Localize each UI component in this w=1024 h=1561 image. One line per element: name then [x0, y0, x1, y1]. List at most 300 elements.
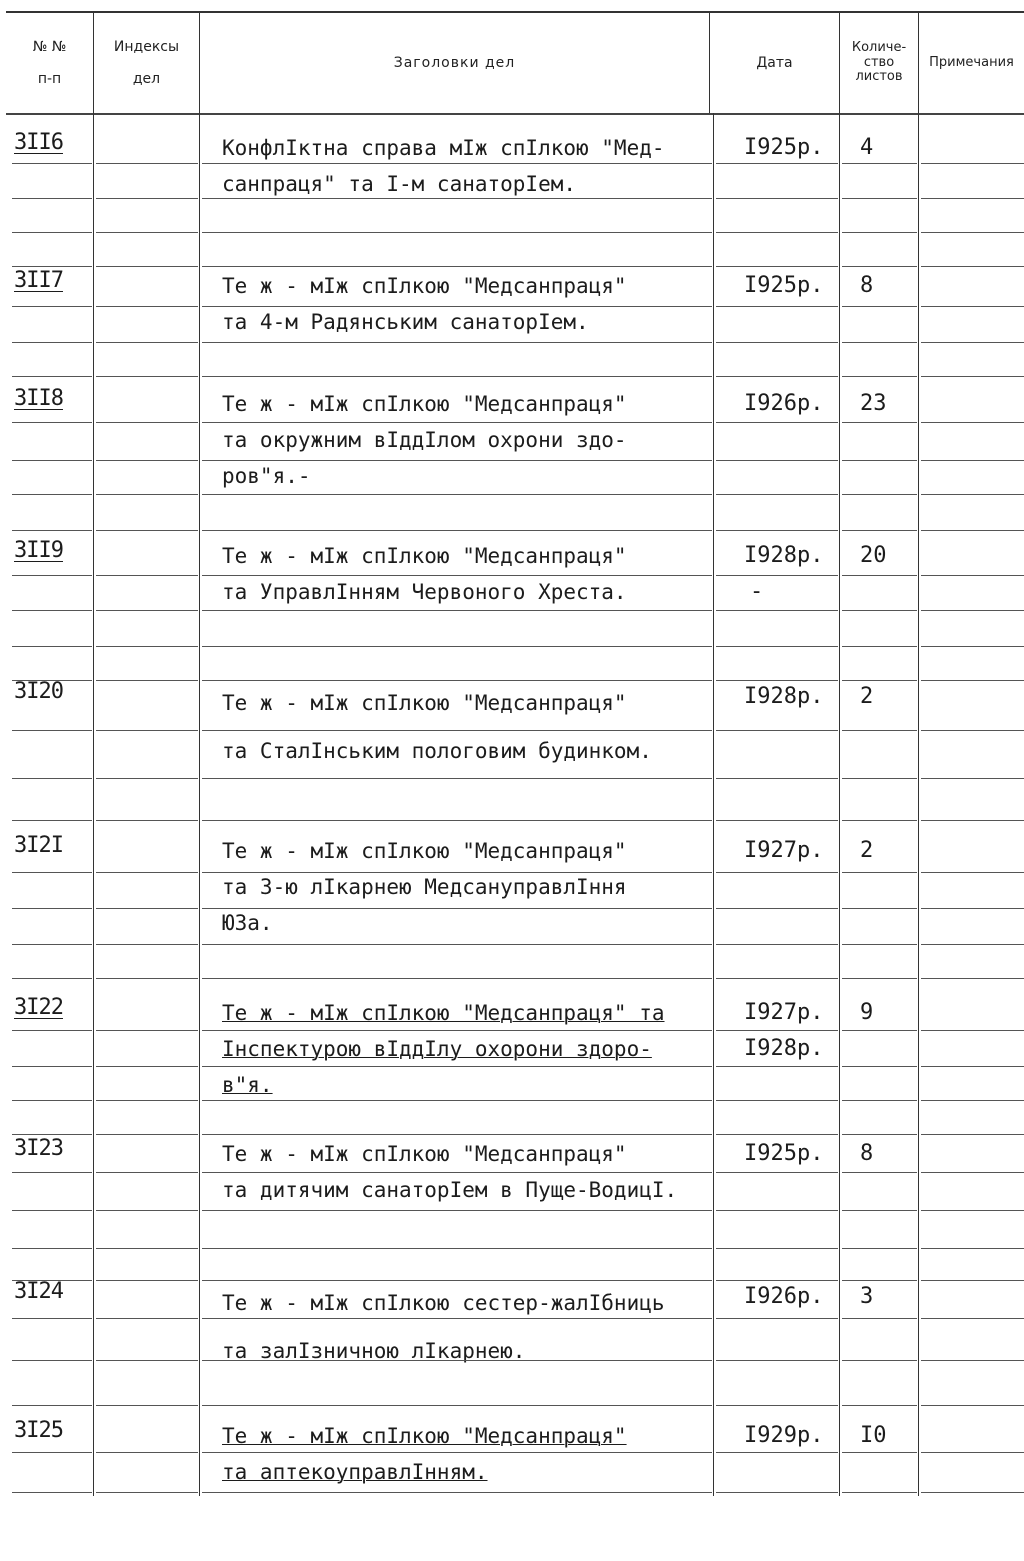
- rule-line: [842, 1248, 917, 1249]
- rule-line: [842, 575, 917, 576]
- header-col-title: [200, 14, 709, 112]
- rule-line: [842, 646, 917, 647]
- case-title-line: та дитячим санаторIем в Пуще-ВодицI.: [222, 1178, 678, 1202]
- rule-line: [12, 1318, 92, 1319]
- case-date-line: I928р.: [744, 1036, 824, 1061]
- case-date: [744, 538, 823, 610]
- rule-line: [842, 820, 917, 821]
- rule-line: [96, 978, 198, 979]
- rule-line: [921, 1210, 1024, 1211]
- rule-line: [921, 1248, 1024, 1249]
- rule-line: [12, 1210, 92, 1211]
- case-date: [744, 268, 823, 304]
- rule-line: [716, 680, 838, 681]
- rule-line: [921, 1134, 1024, 1135]
- header-text: п-п: [37, 71, 62, 87]
- case-sheet-count: 8: [860, 1141, 874, 1166]
- rule-line: [12, 820, 92, 821]
- rule-line: [202, 908, 712, 909]
- rule-line: [842, 944, 917, 945]
- case-title-line: та аптекоуправлIнням.: [222, 1460, 488, 1484]
- rule-line: [842, 198, 917, 199]
- rule-line: [921, 944, 1024, 945]
- rule-line: [716, 422, 838, 423]
- case-date-line: -: [750, 579, 764, 604]
- rule-line: [202, 872, 712, 873]
- case-title: [222, 130, 722, 202]
- rule-line: [716, 1452, 838, 1453]
- rule-line: [202, 1172, 712, 1173]
- case-date-line: I925р.: [744, 135, 824, 160]
- case-title-line: Те ж - мIж спIлкою "Медсанпраця" та: [222, 1001, 665, 1025]
- case-sheet-count: 3: [860, 1284, 874, 1309]
- header-text: Дата: [756, 54, 793, 71]
- rule-line: [12, 1030, 92, 1031]
- rule-line: [842, 1134, 917, 1135]
- rule-line: [716, 460, 838, 461]
- rule-line: [12, 494, 92, 495]
- case-title-line: Те ж - мIж спIлкою "Медсанпраця": [222, 1142, 627, 1166]
- rule-line: [716, 1210, 838, 1211]
- case-title-line: та СталIнським пологовим будинком.: [222, 739, 652, 763]
- rule-line: [921, 1405, 1024, 1406]
- rule-line: [921, 680, 1024, 681]
- rule-line: [202, 1030, 712, 1031]
- case-title-line: та 4-м Радянським санаторIем.: [222, 310, 589, 334]
- case-title-line: Iнспектурою вIддIлу охорони здоро-: [222, 1037, 652, 1061]
- rule-line: [921, 376, 1024, 377]
- rule-line: [96, 1318, 198, 1319]
- rule-line: [96, 530, 198, 531]
- rule-line: [202, 422, 712, 423]
- rule-line: [921, 1172, 1024, 1173]
- rule-line: [921, 1318, 1024, 1319]
- rule-line: [202, 680, 712, 681]
- case-number: 3I22: [14, 995, 63, 1020]
- rule-line: [96, 1134, 198, 1135]
- rule-line: [842, 1318, 917, 1319]
- rule-line: [842, 1452, 917, 1453]
- rule-line: [202, 494, 712, 495]
- case-title: [222, 268, 722, 340]
- rule-line: [96, 460, 198, 461]
- rule-line: [202, 1492, 712, 1493]
- rule-line: [12, 1452, 92, 1453]
- rule-line: [202, 1405, 712, 1406]
- rule-line: [202, 306, 712, 307]
- rule-line: [716, 1030, 838, 1031]
- case-title-line: Те ж - мIж спIлкою "Медсанпраця": [222, 392, 627, 416]
- rule-line: [921, 1452, 1024, 1453]
- rule-line: [12, 306, 92, 307]
- rule-line: [921, 1066, 1024, 1067]
- rule-line: [12, 1066, 92, 1067]
- rule-line: [12, 376, 92, 377]
- rule-line: [96, 820, 198, 821]
- rule-line: [12, 872, 92, 873]
- rule-line: [202, 1318, 712, 1319]
- case-number: 3II7: [14, 268, 63, 293]
- rule-line: [202, 460, 712, 461]
- rule-line: [202, 1134, 712, 1135]
- rule-line: [716, 306, 838, 307]
- rule-line: [12, 266, 92, 267]
- rule-line: [842, 163, 917, 164]
- rule-line: [842, 1210, 917, 1211]
- rule-line: [842, 1360, 917, 1361]
- rule-line: [202, 198, 712, 199]
- rule-line: [716, 232, 838, 233]
- rule-line: [842, 1492, 917, 1493]
- header-text: листов: [855, 69, 903, 85]
- rule-line: [716, 1172, 838, 1173]
- case-date-line: I928р.: [744, 684, 824, 709]
- rule-line: [12, 530, 92, 531]
- rule-line: [842, 680, 917, 681]
- rule-line: [716, 530, 838, 531]
- rule-line: [842, 1100, 917, 1101]
- case-sheet-count: 20: [860, 543, 887, 568]
- rule-line: [716, 575, 838, 576]
- case-date: [744, 1136, 823, 1172]
- header-col-index: [94, 14, 199, 112]
- case-date: [744, 1279, 823, 1315]
- rule-line: [96, 232, 198, 233]
- case-date-line: I926р.: [744, 1284, 824, 1309]
- rule-line: [202, 530, 712, 531]
- case-date-line: I925р.: [744, 273, 824, 298]
- column-divider: [918, 11, 919, 1496]
- case-title-line: та 3-ю лIкарнею МедсануправлIння: [222, 875, 627, 899]
- case-title: [222, 995, 722, 1103]
- rule-line: [842, 1066, 917, 1067]
- rule-line: [921, 778, 1024, 779]
- rule-line: [96, 1030, 198, 1031]
- rule-line: [12, 1405, 92, 1406]
- rule-line: [842, 872, 917, 873]
- rule-line: [12, 778, 92, 779]
- rule-line: [202, 266, 712, 267]
- case-sheet-count: I0: [860, 1423, 887, 1448]
- header-col-notes: [919, 14, 1024, 112]
- rule-line: [921, 342, 1024, 343]
- rule-line: [842, 266, 917, 267]
- rule-line: [842, 306, 917, 307]
- rule-line: [716, 163, 838, 164]
- rule-line: [921, 1360, 1024, 1361]
- rule-line: [842, 1280, 917, 1281]
- case-title-line: санпраця" та I-м санаторIем.: [222, 172, 577, 196]
- case-title-line: Те ж - мIж спIлкою "Медсанпраця": [222, 691, 627, 715]
- case-number: 3II6: [14, 130, 63, 155]
- rule-line: [12, 163, 92, 164]
- case-date-line: I928р.: [744, 543, 824, 568]
- rule-line: [12, 944, 92, 945]
- case-date-line: I927р.: [744, 838, 824, 863]
- header-text: ство: [863, 54, 895, 70]
- rule-line: [12, 198, 92, 199]
- rule-line: [716, 978, 838, 979]
- rule-line: [202, 1210, 712, 1211]
- rule-line: [96, 872, 198, 873]
- case-number: 3II9: [14, 538, 63, 563]
- rule-line: [716, 646, 838, 647]
- rule-line: [716, 1248, 838, 1249]
- rule-line: [842, 778, 917, 779]
- rule-line: [96, 306, 198, 307]
- rule-line: [96, 646, 198, 647]
- rule-line: [12, 1172, 92, 1173]
- rule-line: [921, 1030, 1024, 1031]
- rule-line: [12, 1100, 92, 1101]
- rule-line: [716, 1492, 838, 1493]
- rule-line: [96, 1280, 198, 1281]
- rule-line: [202, 610, 712, 611]
- header-text: Заголовки дел: [393, 54, 516, 71]
- case-title-line: та УправлIнням Червоного Хреста.: [222, 580, 627, 604]
- rule-line: [842, 232, 917, 233]
- rule-line: [921, 575, 1024, 576]
- case-number: 3I2I: [14, 833, 63, 858]
- rule-line: [96, 1066, 198, 1067]
- rule-line: [96, 1405, 198, 1406]
- rule-line: [716, 342, 838, 343]
- rule-line: [202, 1066, 712, 1067]
- case-title: [222, 386, 722, 494]
- rule-line: [842, 494, 917, 495]
- case-date: [744, 995, 823, 1067]
- rule-line: [716, 944, 838, 945]
- case-sheet-count: 2: [860, 684, 874, 709]
- rule-line: [96, 1452, 198, 1453]
- rule-line: [12, 460, 92, 461]
- rule-line: [921, 530, 1024, 531]
- rule-line: [202, 1280, 712, 1281]
- rule-line: [842, 1030, 917, 1031]
- case-date: [744, 386, 823, 422]
- rule-line: [202, 1248, 712, 1249]
- case-title-line: та окружним вIддIлом охрони здо-: [222, 428, 627, 452]
- rule-line: [202, 575, 712, 576]
- rule-line: [12, 908, 92, 909]
- case-title: [222, 538, 722, 610]
- rule-line: [202, 342, 712, 343]
- case-title-line: Те ж - мIж спIлкою сестер-жалIбниць: [222, 1291, 665, 1315]
- header-col-date: [710, 14, 839, 112]
- rule-line: [921, 422, 1024, 423]
- rule-line: [96, 778, 198, 779]
- rule-line: [12, 978, 92, 979]
- case-title-line: ЮЗа.: [222, 911, 273, 935]
- rule-line: [716, 376, 838, 377]
- case-title-line: ров"я.-: [222, 464, 311, 488]
- rule-line: [202, 232, 712, 233]
- rule-line: [716, 1066, 838, 1067]
- rule-line: [716, 778, 838, 779]
- column-divider: [839, 11, 840, 1496]
- rule-line: [921, 730, 1024, 731]
- rule-line: [12, 342, 92, 343]
- case-date-line: I927р.: [744, 1000, 824, 1025]
- rule-line: [96, 1100, 198, 1101]
- case-title: [222, 679, 722, 775]
- rule-line: [96, 575, 198, 576]
- rule-line: [96, 1248, 198, 1249]
- rule-line: [12, 1360, 92, 1361]
- rule-line: [842, 908, 917, 909]
- header-col-sheets: [840, 14, 918, 112]
- table-top-border: [6, 11, 1024, 13]
- case-title-line: Те ж - мIж спIлкою "Медсанпраця": [222, 274, 627, 298]
- rule-line: [202, 730, 712, 731]
- case-title-line: КонфлIктна справа мIж спIлкою "Мед-: [222, 136, 665, 160]
- rule-line: [921, 163, 1024, 164]
- rule-line: [96, 680, 198, 681]
- rule-line: [202, 820, 712, 821]
- rule-line: [921, 610, 1024, 611]
- rule-line: [716, 1100, 838, 1101]
- header-text: дел: [132, 71, 161, 87]
- rule-line: [716, 1405, 838, 1406]
- case-title: [222, 1418, 722, 1490]
- rule-line: [12, 1134, 92, 1135]
- rule-line: [96, 376, 198, 377]
- rule-line: [96, 908, 198, 909]
- rule-line: [716, 908, 838, 909]
- rule-line: [12, 646, 92, 647]
- rule-line: [96, 163, 198, 164]
- rule-line: [921, 266, 1024, 267]
- rule-line: [921, 494, 1024, 495]
- case-date-line: I929р.: [744, 1423, 824, 1448]
- column-divider: [93, 11, 94, 1496]
- rule-line: [202, 778, 712, 779]
- rule-line: [12, 680, 92, 681]
- rule-line: [921, 1100, 1024, 1101]
- rule-line: [842, 1172, 917, 1173]
- case-title-line: Те ж - мIж спIлкою "Медсанпраця": [222, 839, 627, 863]
- rule-line: [842, 730, 917, 731]
- rule-line: [921, 978, 1024, 979]
- rule-line: [96, 198, 198, 199]
- rule-line: [921, 820, 1024, 821]
- rule-line: [842, 376, 917, 377]
- rule-line: [96, 1210, 198, 1211]
- rule-line: [12, 422, 92, 423]
- rule-line: [716, 872, 838, 873]
- header-text: Индексы: [113, 38, 180, 55]
- case-date: [744, 679, 823, 715]
- rule-line: [12, 1280, 92, 1281]
- rule-line: [716, 1318, 838, 1319]
- case-sheet-count: 9: [860, 1000, 874, 1025]
- header-text: № №: [32, 38, 67, 55]
- rule-line: [202, 944, 712, 945]
- rule-line: [716, 494, 838, 495]
- column-divider: [199, 11, 200, 1496]
- case-sheet-count: 4: [860, 135, 874, 160]
- rule-line: [96, 342, 198, 343]
- case-number: 3I20: [14, 679, 63, 704]
- rule-line: [842, 530, 917, 531]
- case-date: [744, 1418, 823, 1454]
- rule-line: [202, 1100, 712, 1101]
- rule-line: [921, 1492, 1024, 1493]
- rule-line: [716, 730, 838, 731]
- rule-line: [96, 730, 198, 731]
- header-text: Примечания: [929, 54, 1014, 70]
- rule-line: [12, 610, 92, 611]
- rule-line: [96, 610, 198, 611]
- case-title-line: Те ж - мIж спIлкою "Медсанпраця": [222, 1424, 627, 1448]
- case-date: [744, 130, 823, 166]
- case-sheet-count: 2: [860, 838, 874, 863]
- rule-line: [921, 198, 1024, 199]
- rule-line: [842, 978, 917, 979]
- rule-line: [202, 163, 712, 164]
- rule-line: [96, 944, 198, 945]
- header-text: Количе-: [851, 39, 907, 55]
- case-number: 3I23: [14, 1136, 63, 1161]
- case-title-line: та залIзничною лIкарнею.: [222, 1339, 526, 1363]
- rule-line: [842, 610, 917, 611]
- rule-line: [202, 1360, 712, 1361]
- case-date-line: I926р.: [744, 391, 824, 416]
- rule-line: [716, 1280, 838, 1281]
- rule-line: [842, 1405, 917, 1406]
- rule-line: [12, 232, 92, 233]
- header-col-number: [6, 14, 93, 112]
- header-bottom-border: [6, 113, 1024, 115]
- rule-line: [921, 1280, 1024, 1281]
- case-title-line: Те ж - мIж спIлкою "Медсанпраця": [222, 544, 627, 568]
- rule-line: [96, 1360, 198, 1361]
- case-sheet-count: 8: [860, 273, 874, 298]
- case-date-line: I925р.: [744, 1141, 824, 1166]
- case-title-line: в"я.: [222, 1073, 273, 1097]
- rule-line: [921, 306, 1024, 307]
- case-title: [222, 833, 722, 941]
- rule-line: [921, 646, 1024, 647]
- case-date: [744, 833, 823, 869]
- rule-line: [96, 266, 198, 267]
- case-number: 3I24: [14, 1279, 63, 1304]
- rule-line: [202, 978, 712, 979]
- rule-line: [716, 1134, 838, 1135]
- rule-line: [96, 1172, 198, 1173]
- rule-line: [716, 198, 838, 199]
- rule-line: [842, 422, 917, 423]
- case-sheet-count: 23: [860, 391, 887, 416]
- rule-line: [96, 422, 198, 423]
- rule-line: [202, 646, 712, 647]
- rule-line: [12, 1492, 92, 1493]
- rule-line: [96, 1492, 198, 1493]
- rule-line: [202, 1452, 712, 1453]
- rule-line: [921, 872, 1024, 873]
- rule-line: [921, 460, 1024, 461]
- case-number: 3I25: [14, 1418, 63, 1443]
- rule-line: [716, 1360, 838, 1361]
- rule-line: [716, 266, 838, 267]
- rule-line: [12, 1248, 92, 1249]
- rule-line: [12, 730, 92, 731]
- rule-line: [842, 342, 917, 343]
- rule-line: [202, 376, 712, 377]
- rule-line: [716, 610, 838, 611]
- rule-line: [12, 575, 92, 576]
- rule-line: [921, 232, 1024, 233]
